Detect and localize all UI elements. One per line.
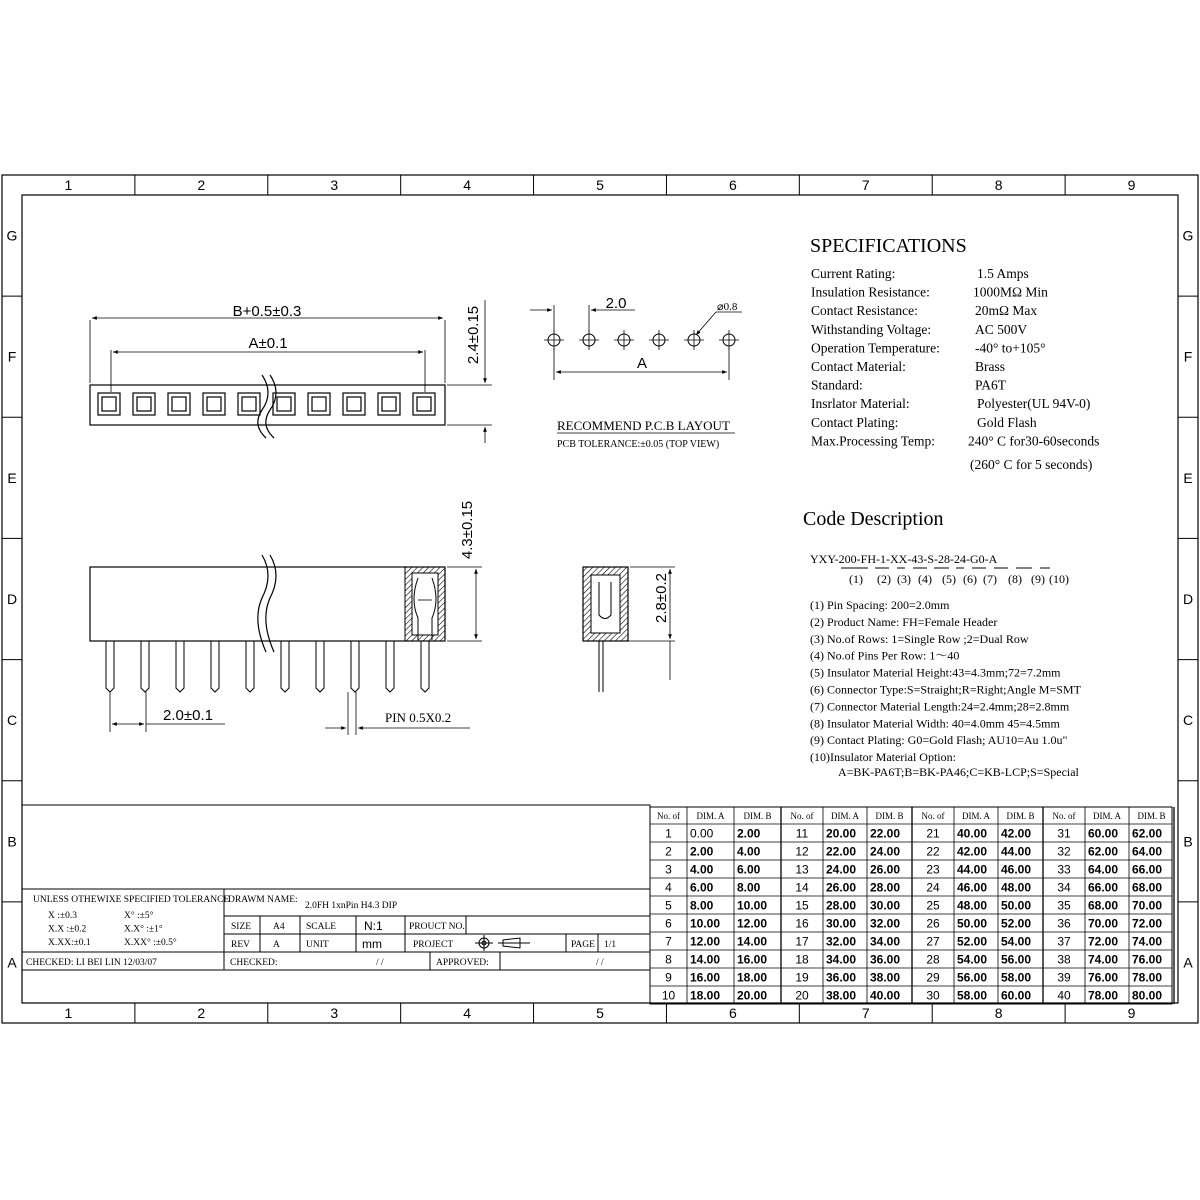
spec-label: Standard:	[811, 377, 863, 393]
code-item: (3) No.of Rows: 1=Single Row ;2=Dual Row	[810, 631, 1029, 646]
dim-table-cell: 2.00	[690, 844, 714, 859]
dim-table-cell: 19	[795, 970, 809, 985]
dim-table-cell: 4.00	[690, 862, 714, 877]
dim-table-cell: 10	[661, 988, 676, 1003]
dim-table-cell: 70.00	[1132, 898, 1163, 913]
dim-table-cell: 74.00	[1088, 952, 1119, 967]
dim-table-cell: 6.00	[737, 862, 761, 877]
spec-label: Insulation Resistance:	[811, 284, 930, 300]
border-row-left: D	[6, 591, 18, 607]
dim-table-cell: 37	[1057, 934, 1071, 949]
dim-table-cell: 78.00	[1088, 988, 1119, 1003]
dim-table-cell: 24.00	[826, 862, 857, 877]
dim-table-header: DIM. B	[875, 811, 904, 821]
top-height-label: 2.4±0.15	[465, 305, 482, 365]
spec-value: AC 500V	[975, 321, 1028, 337]
dim-table-cell: 23	[926, 862, 940, 877]
product-label: PROUCT NO.	[409, 922, 465, 932]
checked-1: CHECKED: LI BEI LIN 12/03/07	[26, 958, 157, 968]
border-row-right: C	[1182, 712, 1194, 729]
rev-value: A	[273, 940, 280, 950]
dim-table-cell: 26	[926, 916, 940, 931]
dim-table-cell: 32	[1057, 844, 1071, 859]
border-col-top: 2	[197, 177, 206, 193]
dim-table-cell: 14	[795, 880, 809, 895]
dim-table-cell: 20.00	[826, 826, 857, 841]
border-col-bottom: 8	[994, 1005, 1003, 1021]
dim-table-cell: 13	[795, 862, 809, 877]
border-col-top: 5	[596, 177, 604, 193]
dim-table-cell: 64.00	[1088, 862, 1119, 877]
spec-value: PA6T	[975, 377, 1007, 393]
dim-table-cell: 5	[665, 898, 672, 913]
dim-table-cell: 42.00	[1001, 826, 1032, 841]
dim-table-cell: 26.00	[870, 862, 901, 877]
tolerance-linear: X.XX:±0.1	[48, 938, 91, 948]
dim-table-header: DIM. B	[743, 811, 772, 821]
dim-table-cell: 18	[795, 952, 809, 967]
dim-table-cell: 17	[795, 934, 809, 949]
dim-table-cell: 52.00	[957, 934, 988, 949]
dim-table-cell: 4	[665, 880, 672, 895]
dim-table-cell: 44.00	[1001, 844, 1032, 859]
border-row-right: G	[1182, 227, 1194, 244]
spec-value: 1.5 Amps	[977, 266, 1029, 281]
dim-table-cell: 34.00	[870, 934, 901, 949]
dim-table-cell: 24	[926, 880, 940, 895]
code-item: (2) Product Name: FH=Female Header	[810, 614, 998, 629]
dim-table-cell: 38.00	[826, 988, 857, 1003]
border-col-bottom: 5	[596, 1005, 604, 1021]
border-row-left: G	[6, 227, 18, 244]
dim-table-cell: 12	[795, 844, 809, 859]
border-col-bottom: 7	[861, 1005, 870, 1021]
dim-table-cell: 11	[795, 826, 809, 841]
dim-table-cell: 21	[926, 826, 940, 841]
project-label: PROJECT	[413, 940, 454, 950]
dim-table-cell: 8	[665, 952, 672, 967]
dim-table-cell: 34	[1057, 880, 1071, 895]
dim-table-cell: 22.00	[826, 844, 857, 859]
dim-table-cell: 60.00	[1088, 826, 1119, 841]
dim-table-cell: 80.00	[1132, 988, 1163, 1003]
spec-label: Contact Plating:	[811, 414, 899, 430]
dim-a-label: A±0.1	[248, 335, 288, 352]
code-indices	[849, 572, 1069, 586]
dim-table-header: DIM. A	[696, 811, 725, 821]
code-index: (4)	[918, 572, 932, 586]
border-col-top: 1	[64, 177, 73, 193]
dim-table-header: DIM. B	[1006, 811, 1035, 821]
code-item: (1) Pin Spacing: 200=2.0mm	[810, 598, 950, 612]
approved-date: / /	[596, 958, 604, 968]
dim-table-cell: 9	[665, 970, 672, 985]
code-string: YXY-200-FH-1-XX-43-S-28-24-G0-A	[810, 552, 998, 566]
dim-table-cell: 30	[926, 988, 940, 1003]
spec-extra: (260° C for 5 seconds)	[970, 457, 1093, 472]
checked-2-label: CHECKED:	[230, 958, 278, 968]
dim-table-header: DIM. A	[830, 811, 860, 821]
spec-label: Withstanding Voltage:	[811, 321, 932, 337]
dim-table-cell: 8.00	[690, 898, 714, 913]
dim-table-cell: 22.00	[870, 826, 901, 841]
dim-table-cell: 68.00	[1088, 898, 1119, 913]
dim-table-cell: 8.00	[737, 880, 761, 895]
dim-table-cell: 0.00	[690, 826, 714, 841]
dim-table-cell: 48.00	[957, 898, 988, 913]
rev-label: REV	[231, 940, 250, 950]
dim-table-cell: 36.00	[870, 952, 901, 967]
spec-value: 20mΩ Max	[975, 303, 1038, 319]
spec-list	[811, 266, 1099, 448]
dim-table-cell: 40	[1057, 988, 1071, 1003]
pcb-tolerance: PCB TOLERANCE:±0.05 (TOP VIEW)	[557, 439, 720, 450]
dim-table-cell: 16	[795, 916, 809, 931]
dim-table-cell: 58.00	[957, 988, 988, 1003]
dim-table-cell: 48.00	[1001, 880, 1032, 895]
dim-table-cell: 2	[665, 844, 672, 859]
checked-2-date: / /	[376, 958, 384, 968]
dim-table-cell: 35	[1057, 898, 1071, 913]
dim-table-cell: 52.00	[1001, 916, 1032, 931]
code-index: (2)	[877, 572, 891, 586]
code-index: (9)	[1031, 572, 1045, 586]
dim-table-cell: 25	[926, 898, 940, 913]
border-row-left: C	[6, 712, 18, 729]
dim-table-cell: 50.00	[1001, 898, 1032, 913]
dim-table-cell: 26.00	[826, 880, 857, 895]
tolerance-linear: X :±0.3	[48, 911, 77, 921]
unit-label: UNIT	[306, 940, 329, 950]
dim-table-cell: 50.00	[957, 916, 988, 931]
dim-table-cell: 7	[665, 934, 672, 949]
dim-table-cell: 62.00	[1132, 826, 1163, 841]
dim-table-cell: 1	[665, 826, 672, 841]
dim-table-cell: 36.00	[826, 970, 857, 985]
dim-table-cell: 39	[1057, 970, 1071, 985]
spec-value: Polyester(UL 94V-0)	[977, 396, 1091, 412]
code-item: (10)Insulator Material Option:	[810, 750, 956, 765]
page-label: PAGE	[571, 940, 595, 950]
dim-table-cell: 36	[1057, 916, 1071, 931]
code-title: Code Description	[803, 508, 944, 530]
dim-table-cell: 76.00	[1088, 970, 1119, 985]
code-item: A=BK-PA6T;B=BK-PA46;C=KB-LCP;S=Special	[838, 765, 1079, 779]
dim-table-cell: 76.00	[1132, 952, 1163, 967]
dim-table-cell: 60.00	[1001, 988, 1032, 1003]
border-col-bottom: 6	[728, 1005, 737, 1021]
dim-table-cell: 30.00	[826, 916, 857, 931]
code-item: (9) Contact Plating: G0=Gold Flash; AU10=Au 1.0u"	[810, 733, 1068, 748]
dim-table-header: No. of	[1052, 811, 1076, 821]
dim-table-cell: 32.00	[870, 916, 901, 931]
dim-table-cell: 38.00	[870, 970, 901, 985]
dim-table-cell: 58.00	[1001, 970, 1032, 985]
dim-table-cell: 14.00	[737, 934, 768, 949]
dim-table-cell: 29	[926, 970, 940, 985]
code-index: (7)	[983, 572, 997, 586]
dim-table-header: No. of	[921, 811, 945, 821]
dim-table-cell: 16.00	[690, 970, 721, 985]
border-row-right: F	[1183, 348, 1193, 365]
dim-table-cell: 62.00	[1088, 844, 1119, 859]
dim-table-cell: 30.00	[870, 898, 901, 913]
dim-table-cell: 56.00	[957, 970, 988, 985]
page-value: 1/1	[604, 940, 617, 950]
border-row-left: E	[7, 469, 17, 486]
tolerance-linear: X.X :±0.2	[48, 924, 87, 935]
size-value: A4	[273, 922, 285, 932]
front-pitch-label: 2.0±0.1	[163, 707, 213, 724]
unit-value: mm	[362, 937, 382, 951]
dim-table-cell: 42.00	[957, 844, 988, 859]
drawn-name: 2.0FH 1xnPin H4.3 DIP	[305, 901, 398, 911]
projection-symbol-icon	[475, 935, 530, 951]
dim-table-cell: 10.00	[737, 898, 768, 913]
front-height-label: 4.3±0.15	[459, 500, 476, 560]
side-dim-label: 2.8±0.2	[653, 573, 670, 623]
dim-table-cell: 6	[665, 916, 672, 931]
pcb-hole-label: ⌀0.8	[717, 301, 738, 313]
dim-table-cell: 22	[926, 844, 940, 859]
pcb-dim-a-label: A	[636, 355, 648, 372]
code-index: (10)	[1049, 572, 1069, 586]
tolerance-angular: X.XX° :±0.5°	[124, 938, 177, 948]
code-index: (3)	[897, 572, 911, 586]
code-index: (6)	[963, 572, 977, 586]
dim-table-cell: 14.00	[690, 952, 721, 967]
border-col-top: 8	[994, 177, 1003, 193]
spec-label: Contact Material:	[811, 359, 906, 374]
dim-table-cell: 78.00	[1132, 970, 1163, 985]
dim-table-cell: 56.00	[1001, 952, 1032, 967]
spec-value: Brass	[975, 359, 1005, 374]
dim-table-cell: 72.00	[1132, 916, 1163, 931]
dim-table-cell: 40.00	[957, 826, 988, 841]
border-col-top: 4	[463, 177, 472, 193]
dim-table-cell: 68.00	[1132, 880, 1163, 895]
tolerance-list	[48, 910, 177, 948]
border-row-left: A	[7, 954, 17, 971]
dim-table-cell: 27	[926, 934, 940, 949]
dim-table-header: No. of	[657, 811, 680, 821]
border-col-top: 3	[330, 177, 339, 193]
tolerance-angular: X° :±5°	[124, 911, 154, 921]
dim-table	[650, 807, 1174, 1004]
tolerance-angular: X.X° :±1°	[124, 924, 163, 935]
spec-label: Contact Resistance:	[811, 303, 918, 319]
dim-b-label: B+0.5±0.3	[232, 303, 302, 320]
dim-table-cell: 28	[926, 952, 940, 967]
dim-table-cell: 4.00	[737, 844, 761, 859]
approved-label: APPROVED:	[436, 958, 489, 968]
dim-table-cell: 12.00	[690, 934, 721, 949]
dim-table-cell: 46.00	[957, 880, 988, 895]
dim-table-cell: 54.00	[1001, 934, 1032, 949]
dim-table-cell: 18.00	[690, 988, 721, 1003]
code-index: (8)	[1008, 572, 1022, 586]
drawn-name-label: DRAWM NAME:	[228, 895, 298, 905]
dim-table-header: DIM. A	[1092, 811, 1122, 821]
border-col-top: 7	[861, 177, 870, 193]
dim-table-cell: 40.00	[870, 988, 901, 1003]
spec-title: SPECIFICATIONS	[810, 235, 967, 257]
border-col-bottom: 1	[64, 1005, 73, 1021]
dim-table-cell: 6.00	[690, 880, 714, 895]
dim-table-cell: 20	[795, 988, 809, 1003]
border-col-top: 6	[728, 177, 737, 193]
dim-table-cell: 20.00	[737, 988, 768, 1003]
dim-table-cell: 33	[1057, 862, 1071, 877]
tolerance-title: UNLESS OTHEWIXE SPECIFIED TOLERANCE	[33, 895, 230, 905]
dim-table-cell: 16.00	[737, 952, 768, 967]
dim-table-header: No. of	[790, 811, 814, 821]
dim-table-cell: 18.00	[737, 970, 768, 985]
dim-table-cell: 32.00	[826, 934, 857, 949]
border-col-bottom: 4	[463, 1005, 472, 1021]
dim-table-cell: 66.00	[1132, 862, 1163, 877]
dim-table-cell: 74.00	[1132, 934, 1163, 949]
border-row-left: F	[7, 348, 17, 365]
pcb-pitch-label: 2.0	[605, 295, 627, 312]
pcb-layout-title: RECOMMEND P.C.B LAYOUT	[557, 418, 730, 433]
code-item: (7) Connector Material Length:24=2.4mm;28=2.8mm	[810, 699, 1070, 714]
spec-value: 240° C for30-60seconds	[968, 433, 1100, 449]
border-col-top: 9	[1127, 177, 1136, 193]
scale-label: SCALE	[306, 922, 337, 932]
border-row-right: D	[1182, 591, 1194, 607]
code-item: (5) Insulator Material Height:43=4.3mm;72=7.2mm	[810, 665, 1061, 680]
dim-table-cell: 38	[1057, 952, 1071, 967]
code-index: (1)	[849, 572, 863, 586]
dim-table-cell: 2.00	[737, 826, 761, 841]
border-col-bottom: 2	[197, 1005, 206, 1021]
dim-table-cell: 46.00	[1001, 862, 1032, 877]
dim-table-cell: 44.00	[957, 862, 988, 877]
code-item: (6) Connector Type:S=Straight;R=Right;Angle M=SMT	[810, 682, 1081, 697]
pcb-holes	[544, 330, 739, 350]
spec-value: -40° to+105°	[975, 340, 1046, 356]
scale-value: N:1	[364, 919, 383, 933]
code-index: (5)	[942, 572, 956, 586]
dim-table-cell: 28.00	[826, 898, 857, 913]
spec-value: Gold Flash	[977, 414, 1037, 430]
spec-label: Insrlator Material:	[811, 396, 910, 412]
dim-table-cell: 34.00	[826, 952, 857, 967]
spec-label: Max.Processing Temp:	[811, 433, 936, 449]
border-row-left: B	[7, 833, 17, 850]
border-col-bottom: 9	[1127, 1005, 1136, 1021]
dim-table-cell: 15	[795, 898, 809, 913]
dim-table-cell: 70.00	[1088, 916, 1119, 931]
front-view-pins	[106, 641, 429, 692]
dim-table-cell: 24.00	[870, 844, 901, 859]
dim-table-header: DIM. B	[1137, 811, 1166, 821]
spec-value: 1000MΩ Min	[973, 284, 1048, 300]
dim-table-cell: 31	[1057, 826, 1071, 841]
dim-table-cell: 28.00	[870, 880, 901, 895]
dim-table-cell: 54.00	[957, 952, 988, 967]
dim-table-header: DIM. A	[961, 811, 991, 821]
front-view	[90, 555, 482, 735]
dim-table-cell: 3	[665, 862, 672, 877]
code-item-list	[810, 598, 1082, 779]
border-row-right: E	[1183, 469, 1193, 486]
dim-table-cell: 10.00	[690, 916, 721, 931]
border-col-bottom: 3	[330, 1005, 339, 1021]
spec-label: Current Rating:	[811, 266, 896, 281]
border-row-right: A	[1183, 954, 1193, 971]
top-view-contacts	[98, 393, 435, 415]
spec-label: Operation Temperature:	[811, 340, 940, 356]
dim-table-cell: 12.00	[737, 916, 768, 931]
size-label: SIZE	[231, 922, 252, 932]
dim-table-cell: 64.00	[1132, 844, 1163, 859]
code-item: (8) Insulator Material Width: 40=4.0mm 45=4.5mm	[810, 716, 1060, 731]
border-row-right: B	[1183, 833, 1193, 850]
front-pin-label: PIN 0.5X0.2	[385, 710, 452, 725]
top-view	[90, 300, 492, 443]
dim-table-cell: 72.00	[1088, 934, 1119, 949]
dim-table-cell: 66.00	[1088, 880, 1119, 895]
code-item: (4) No.of Pins Per Row: 1～40	[810, 648, 960, 663]
